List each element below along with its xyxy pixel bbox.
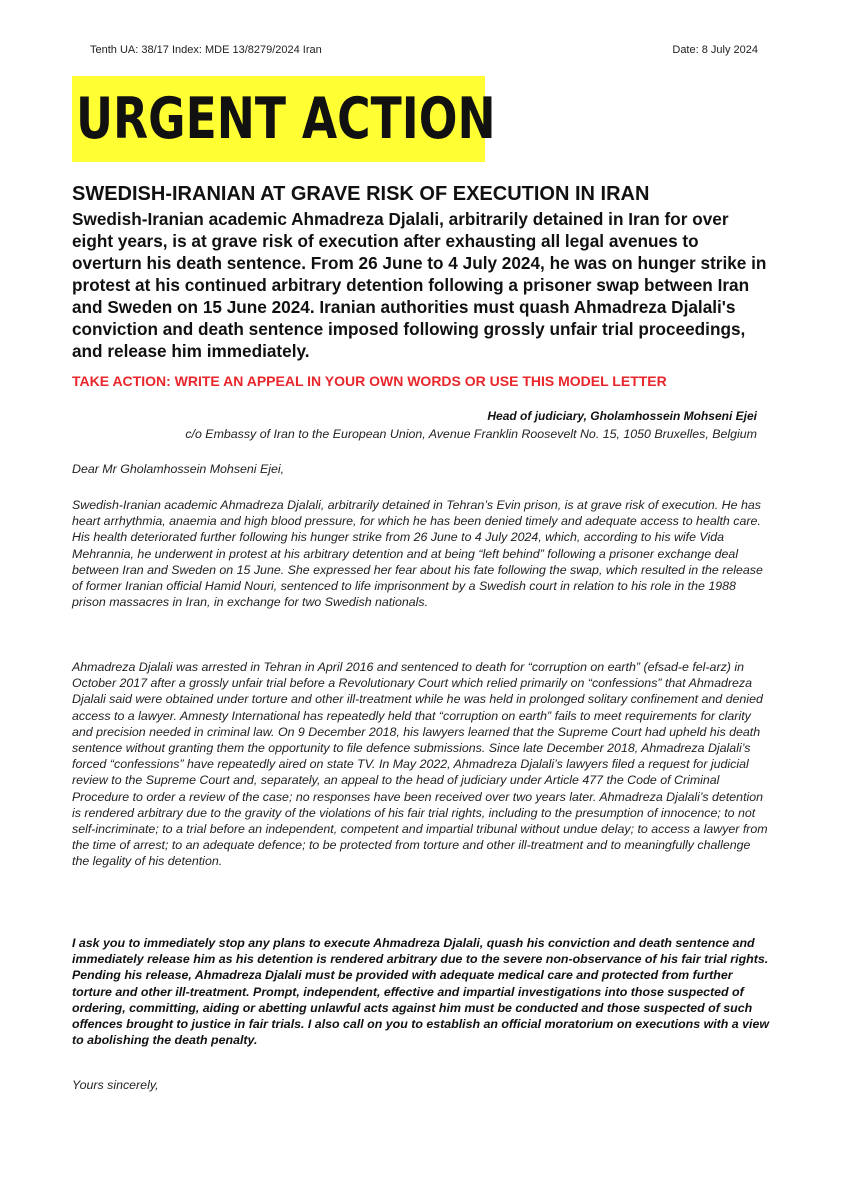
document-header bbox=[90, 44, 758, 60]
letter-paragraph: Ahmadreza Djalali was arrested in Tehran in April 2016 and sentenced to death for “corruption on earth” (efsad-e fel-arz) in October 2017 after a grossly unfair trial before a Revolutionary Court which relied primarily on “confessions” that Ahmadreza Djalali said were obtained under torture and other ill-treatment while he was held in prolonged solitary confinement and denied access to a lawyer. Amnesty International has repeatedly held that “corruption on earth” fails to meet requirements for clarity and precision needed in criminal law. On 9 December 2018, his lawyers learned that the Supreme Court had upheld his death sentence without granting them the opportunity to file defence submissions. Since late December 2018, Ahmadreza Djalali’s forced “confessions” have repeatedly aired on state TV. In May 2022, Ahmadreza Djalali’s lawyers filed a request for judicial review to the Supreme Court and, separately, an appeal to the head of judiciary under Article 477 the Code of Criminal Procedure to order a review of the case; no responses have been received over two years later. Ahmadreza Djalali’s detention is rendered arbitrary due to the gravity of the violations of his fair trial rights, including to the presumption of innocence; to not self-incriminate; to a trial before an independent, competent and impartial tribunal without undue delay; to access a lawyer from the time of arrest; to an adequate defence; to be protected from torture and other ill-treatment and to meaningfully challenge the legality of his detention. bbox=[72, 660, 768, 869]
summary-paragraph: Swedish-Iranian academic Ahmadreza Djalali, arbitrarily detained in Iran for over eight years, is at grave risk of execution after exhausting all legal avenues to overturn his death sentence. From 26 June to 4 July 2024, he was on hunger strike in protest at his continued arbitrary detention following a prisoner swap between Iran and Sweden on 15 June 2024. Iranian authorities must quash Ahmadreza Djalali's conviction and death sentence imposed following grossly unfair trial proceedings, and release him immediately. bbox=[72, 209, 767, 361]
document-date: Date: 8 July 2024 bbox=[672, 44, 758, 56]
addressee-address: c/o Embassy of Iran to the European Union, Avenue Franklin Roosevelt No. 15, 1050 Bruxelles, Belgium bbox=[185, 427, 757, 441]
urgent-action-title: URGENT ACTION bbox=[76, 86, 496, 152]
reference-index: Tenth UA: 38/17 Index: MDE 13/8279/2024 Iran bbox=[90, 44, 322, 56]
letter-closing: Yours sincerely, bbox=[72, 1078, 159, 1092]
addressee-name: Head of judiciary, Gholamhossein Mohseni Ejei bbox=[487, 409, 757, 423]
take-action-heading: TAKE ACTION: WRITE AN APPEAL IN YOUR OWN WORDS OR USE THIS MODEL LETTER bbox=[72, 373, 667, 389]
letter-salutation: Dear Mr Gholamhossein Mohseni Ejei, bbox=[72, 462, 285, 476]
letter-paragraph: Swedish-Iranian academic Ahmadreza Djalali, arbitrarily detained in Tehran’s Evin prison, is at grave risk of execution. He has heart arrhythmia, anaemia and high blood pressure, for which he has been denied timely and adequate access to health care. His health deteriorated further following his hunger strike from 26 June to 4 July 2024, which, according to his wife Vida Mehrannia, he underwent in protest at his arbitrary detention and at being “left behind” following a prisoner exchange deal between Iran and Sweden on 15 June. She expressed her fear about his fate following the swap, which resulted in the release of former Iranian official Hamid Nouri, sentenced to life imprisonment by a Swedish court in relation to his role in the 1988 prison massacres in Iran, in exchange for two Swedish nationals. bbox=[72, 498, 763, 610]
letter-demands-paragraph: I ask you to immediately stop any plans to execute Ahmadreza Djalali, quash his conviction and death sentence and immediately release him as his detention is rendered arbitrary due to the severe non-observance of his fair trial rights. Pending his release, Ahmadreza Djalali must be provided with adequate medical care and protected from further torture and other ill-treatment. Prompt, independent, effective and impartial investigations into those suspected of ordering, committing, aiding or abetting unlawful acts against him must be conducted and those suspected of such offences brought to justice in fair trials. I also call on you to establish an official moratorium on executions with a view to abolishing the death penalty. bbox=[72, 936, 769, 1048]
page-title: SWEDISH-IRANIAN AT GRAVE RISK OF EXECUTION IN IRAN bbox=[72, 183, 650, 205]
urgent-action-banner bbox=[72, 76, 496, 162]
